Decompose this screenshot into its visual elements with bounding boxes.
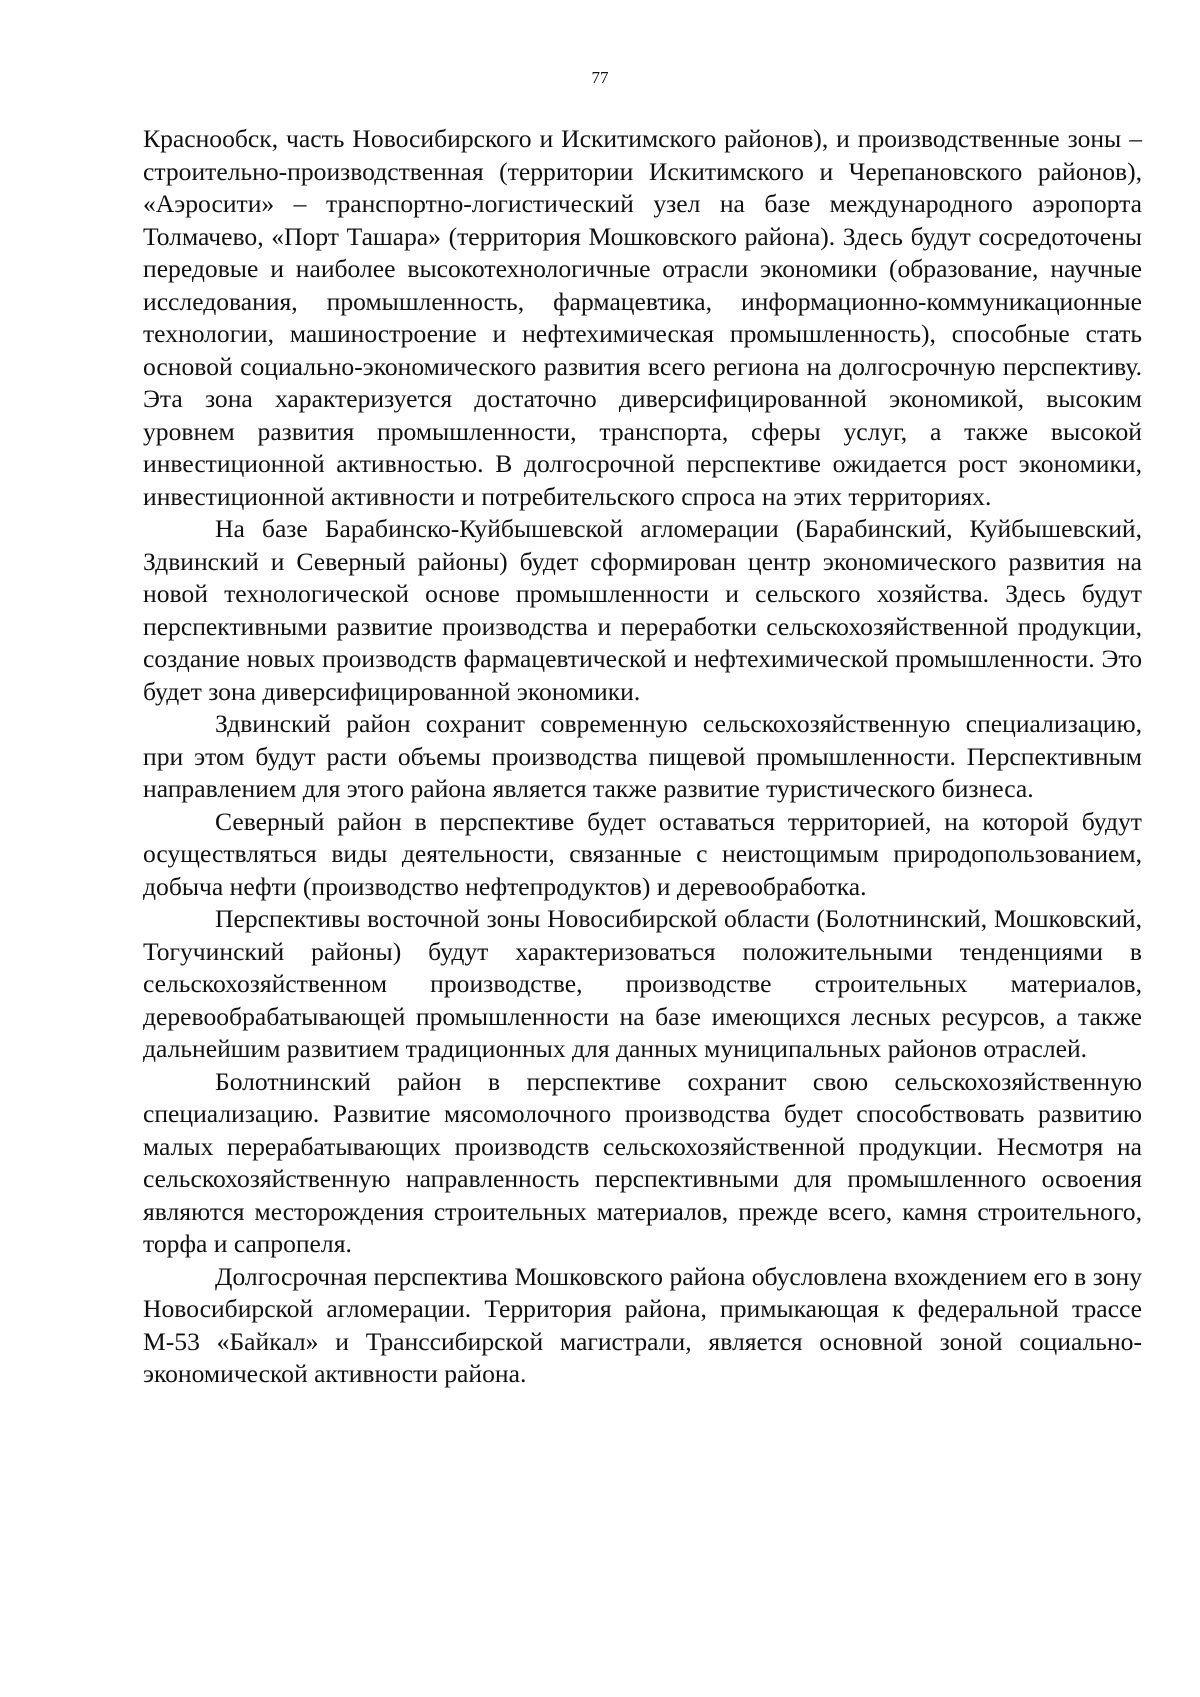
- paragraph-eastern-zone: Перспективы восточной зоны Новосибирской области (Болотнинский, Мошковский, Тогучинский районы) будут характеризоваться положительными тенденциями в сельскохозяйственном производстве, производстве строительных материалов, деревообрабатывающей промышленности на базе имеющихся лесных ресурсов, а также дальнейшим развитием традиционных для данных муниципальных районов отраслей.: [143, 904, 1142, 1063]
- page-number: 77: [591, 68, 609, 87]
- document-body: [143, 123, 1142, 1391]
- paragraph-moshkovsky-district: Долгосрочная перспектива Мошковского района обусловлена вхождением его в зону Новосибирской агломерации. Территория района, примыкающая к федеральной трассе М-53 «Байкал» и Транссибирской магистрали, является основной зоной социально-экономической активности района.: [143, 1261, 1142, 1388]
- paragraph-severny-district: Северный район в перспективе будет оставаться территорией, на которой будут осуществляться виды деятельности, связанные с неистощимым природопользованием, добыча нефти (производство нефтепродуктов) и деревообработка.: [143, 806, 1142, 901]
- paragraph-zdvinsky-district: Здвинский район сохранит современную сельскохозяйственную специализацию, при этом будут расти объемы производства пищевой промышленности. Перспективным направлением для этого района является также развитие туристического бизнеса.: [143, 709, 1142, 803]
- paragraph-continuation: Краснообск, часть Новосибирского и Искитимского районов), и производственные зоны – строительно-производственная (территории Искитимского и Черепановского районов), «Аэросити» – транспортно-логистический узел на базе международного аэропорта Толмачево, «Порт Ташара» (территория Мошковского района). Здесь будут сосредоточены передовые и наиболее высокотехнологичные отрасли экономики (образование, научные исследования, промышленность, фармацевтика, информационно-коммуникационные технологии, машиностроение и нефтехимическая промышленность), способные стать основой социально-экономического развития всего региона на долгосрочную перспективу. Эта зона характеризуется достаточно диверсифицированной экономикой, высоким уровнем развития промышленности, транспорта, сферы услуг, а также высокой инвестиционной активностью. В долгосрочной перспективе ожидается рост экономики, инвестиционной активности и потребительского спроса на этих территориях.: [143, 124, 1142, 511]
- paragraph-barabinsk-agglomeration: На базе Барабинско-Куйбышевской агломерации (Барабинский, Куйбышевский, Здвинский и Северный районы) будет сформирован центр экономического развития на новой технологической основе промышленности и сельского хозяйства. Здесь будут перспективными развитие производства и переработки сельскохозяйственной продукции, создание новых производств фармацевтической и нефтехимической промышленности. Это будет зона диверсифицированной экономики.: [143, 514, 1142, 706]
- paragraph-bolotninsky-district: Болотнинский район в перспективе сохранит свою сельскохозяйственную специализацию. Развитие мясомолочного производства будет способствовать развитию малых перерабатывающих производств сельскохозяйственной продукции. Несмотря на сельскохозяйственную направленность перспективными для промышленного освоения являются месторождения строительных материалов, прежде всего, камня строительного, торфа и сапропеля.: [143, 1066, 1142, 1258]
